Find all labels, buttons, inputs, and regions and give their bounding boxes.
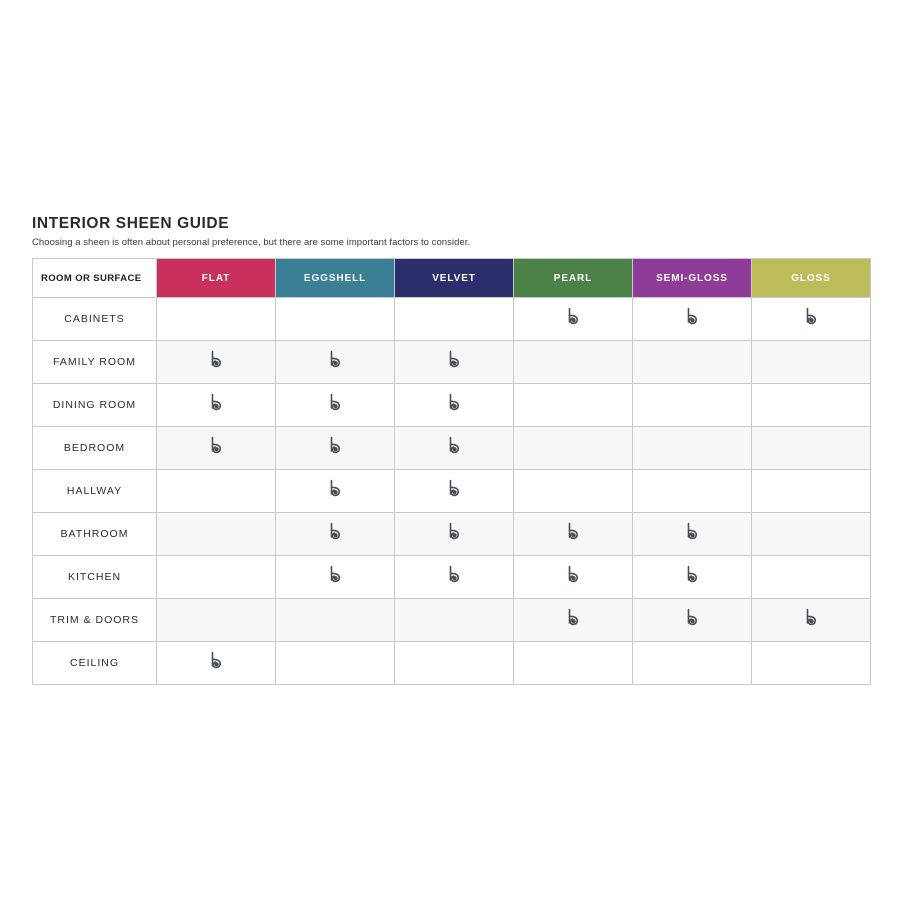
paint-drip-icon [801, 608, 821, 632]
cell-bathroom-velvet [395, 513, 514, 556]
cell-bedroom-eggshell [276, 427, 395, 470]
table-row [33, 427, 871, 470]
sheen-table [32, 258, 871, 685]
row-label-kitchen: KITCHEN [33, 556, 157, 599]
row-label-dining-room: DINING ROOM [33, 384, 157, 427]
paint-drip-icon [444, 522, 464, 546]
paint-drip-icon [444, 350, 464, 374]
cell-dining-room-semi-gloss [633, 384, 752, 427]
cell-ceiling-gloss [752, 642, 871, 685]
cell-dining-room-flat [157, 384, 276, 427]
table-row [33, 599, 871, 642]
paint-drip-icon [563, 307, 583, 331]
cell-ceiling-pearl [514, 642, 633, 685]
paint-drip-icon [325, 565, 345, 589]
table-row [33, 341, 871, 384]
paint-drip-icon [325, 479, 345, 503]
paint-drip-icon [325, 350, 345, 374]
paint-drip-icon [206, 393, 226, 417]
paint-drip-icon [206, 350, 226, 374]
cell-cabinets-pearl [514, 298, 633, 341]
cell-hallway-gloss [752, 470, 871, 513]
row-label-hallway: HALLWAY [33, 470, 157, 513]
page-subtitle: Choosing a sheen is often about personal preference, but there are some important factors to consider. [32, 237, 471, 248]
cell-family-room-pearl [514, 341, 633, 384]
cell-bedroom-flat [157, 427, 276, 470]
table-row [33, 384, 871, 427]
header-row [33, 259, 871, 298]
cell-family-room-eggshell [276, 341, 395, 384]
paint-drip-icon [325, 393, 345, 417]
paint-drip-icon [325, 436, 345, 460]
cell-dining-room-pearl [514, 384, 633, 427]
cell-cabinets-gloss [752, 298, 871, 341]
cell-hallway-semi-gloss [633, 470, 752, 513]
cell-bathroom-eggshell [276, 513, 395, 556]
cell-bedroom-velvet [395, 427, 514, 470]
table-body [33, 298, 871, 685]
cell-ceiling-semi-gloss [633, 642, 752, 685]
paint-drip-icon [682, 608, 702, 632]
cell-bedroom-gloss [752, 427, 871, 470]
column-header-velvet: VELVET [395, 259, 514, 298]
cell-bathroom-flat [157, 513, 276, 556]
cell-family-room-flat [157, 341, 276, 384]
column-header-gloss: GLOSS [752, 259, 871, 298]
paint-drip-icon [325, 522, 345, 546]
cell-cabinets-semi-gloss [633, 298, 752, 341]
cell-kitchen-velvet [395, 556, 514, 599]
cell-dining-room-velvet [395, 384, 514, 427]
cell-trim-doors-semi-gloss [633, 599, 752, 642]
cell-hallway-pearl [514, 470, 633, 513]
paint-drip-icon [444, 436, 464, 460]
paint-drip-icon [563, 565, 583, 589]
row-label-cabinets: CABINETS [33, 298, 157, 341]
cell-bathroom-semi-gloss [633, 513, 752, 556]
paint-drip-icon [801, 307, 821, 331]
cell-kitchen-eggshell [276, 556, 395, 599]
cell-trim-doors-flat [157, 599, 276, 642]
paint-drip-icon [682, 522, 702, 546]
cell-cabinets-eggshell [276, 298, 395, 341]
row-label-trim-doors: TRIM & DOORS [33, 599, 157, 642]
row-label-family-room: FAMILY ROOM [33, 341, 157, 384]
table-row [33, 470, 871, 513]
column-header-eggshell: EGGSHELL [276, 259, 395, 298]
paint-drip-icon [682, 565, 702, 589]
paint-drip-icon [206, 436, 226, 460]
table-header [33, 259, 871, 298]
paint-drip-icon [563, 608, 583, 632]
column-header-room-or-surface: ROOM OR SURFACE [33, 259, 157, 298]
cell-bathroom-pearl [514, 513, 633, 556]
cell-family-room-gloss [752, 341, 871, 384]
cell-family-room-velvet [395, 341, 514, 384]
cell-cabinets-velvet [395, 298, 514, 341]
cell-hallway-flat [157, 470, 276, 513]
paint-drip-icon [444, 393, 464, 417]
cell-bedroom-pearl [514, 427, 633, 470]
table-row [33, 642, 871, 685]
row-label-bathroom: BATHROOM [33, 513, 157, 556]
paint-drip-icon [206, 651, 226, 675]
table-row [33, 513, 871, 556]
cell-bathroom-gloss [752, 513, 871, 556]
column-header-semi-gloss: SEMI-GLOSS [633, 259, 752, 298]
cell-dining-room-gloss [752, 384, 871, 427]
cell-trim-doors-velvet [395, 599, 514, 642]
cell-hallway-velvet [395, 470, 514, 513]
cell-kitchen-flat [157, 556, 276, 599]
cell-kitchen-gloss [752, 556, 871, 599]
table-row [33, 556, 871, 599]
cell-ceiling-velvet [395, 642, 514, 685]
cell-ceiling-eggshell [276, 642, 395, 685]
row-label-ceiling: CEILING [33, 642, 157, 685]
cell-cabinets-flat [157, 298, 276, 341]
cell-kitchen-semi-gloss [633, 556, 752, 599]
cell-kitchen-pearl [514, 556, 633, 599]
page-title: INTERIOR SHEEN GUIDE [32, 215, 230, 232]
cell-trim-doors-eggshell [276, 599, 395, 642]
paint-drip-icon [682, 307, 702, 331]
cell-trim-doors-gloss [752, 599, 871, 642]
cell-bedroom-semi-gloss [633, 427, 752, 470]
cell-trim-doors-pearl [514, 599, 633, 642]
paint-drip-icon [563, 522, 583, 546]
cell-dining-room-eggshell [276, 384, 395, 427]
paint-drip-icon [444, 479, 464, 503]
row-label-bedroom: BEDROOM [33, 427, 157, 470]
sheen-guide [32, 215, 868, 685]
column-header-pearl: PEARL [514, 259, 633, 298]
cell-family-room-semi-gloss [633, 341, 752, 384]
cell-hallway-eggshell [276, 470, 395, 513]
paint-drip-icon [444, 565, 464, 589]
column-header-flat: FLAT [157, 259, 276, 298]
table-row [33, 298, 871, 341]
cell-ceiling-flat [157, 642, 276, 685]
